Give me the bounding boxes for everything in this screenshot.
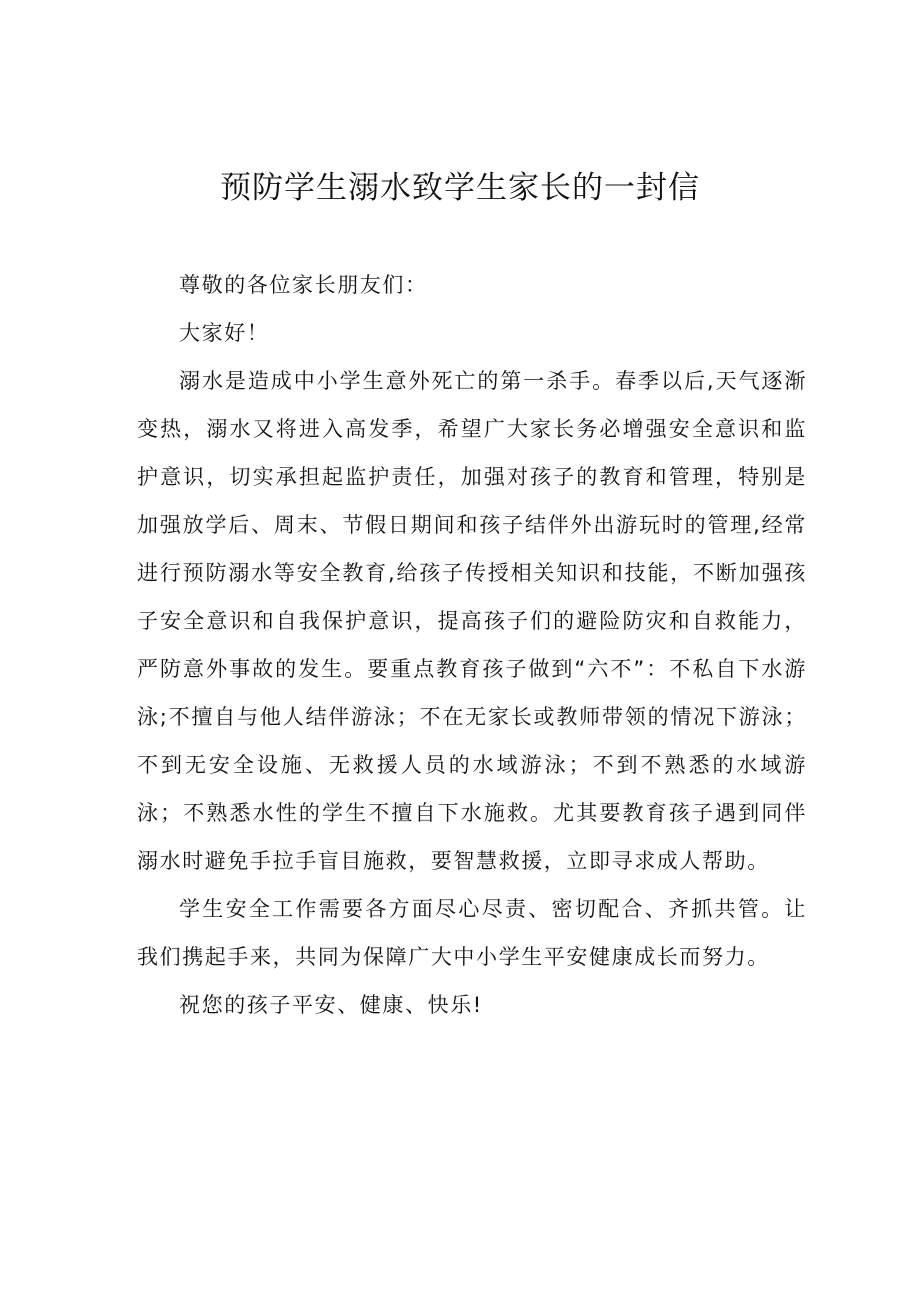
- greeting: 大家好！: [179, 321, 270, 345]
- letter-body: [137, 261, 807, 1029]
- paragraph-cooperation: 学生安全工作需要各方面尽心尽责、密切配合、齐抓共管。让我们携起手来，共同为保障广大中小学生平安健康成长而努力。: [137, 897, 807, 969]
- paragraph-drowning-safety: 溺水是造成中小学生意外死亡的第一杀手。春季以后,天气逐渐变热，溺水又将进入高发季，希望广大家长务必增强安全意识和监护意识，切实承担起监护责任，加强对孩子的教育和管理，特别是加强放学后、周末、节假日期间和孩子结伴外出游玩时的管理,经常进行预防溺水等安全教育,给孩子传授相关知识和技能，不断加强孩子安全意识和自我保护意识，提高孩子们的避险防灾和自救能力，严防意外事故的发生。要重点教育孩子做到“六不”：不私自下水游泳;不擅自与他人结伴游泳；不在无家长或教师带领的情况下游泳；不到无安全设施、无救援人员的水域游泳；不到不熟悉的水域游泳；不熟悉水性的学生不擅自下水施救。尤其要教育孩子遇到同伴溺水时避免手拉手盲目施救，要智慧救援，立即寻求成人帮助。: [137, 369, 807, 873]
- salutation: 尊敬的各位家长朋友们：: [179, 273, 428, 297]
- closing-wish: 祝您的孩子平安、健康、快乐!: [179, 993, 483, 1017]
- page-title: 预防学生溺水致学生家长的一封信: [220, 170, 700, 206]
